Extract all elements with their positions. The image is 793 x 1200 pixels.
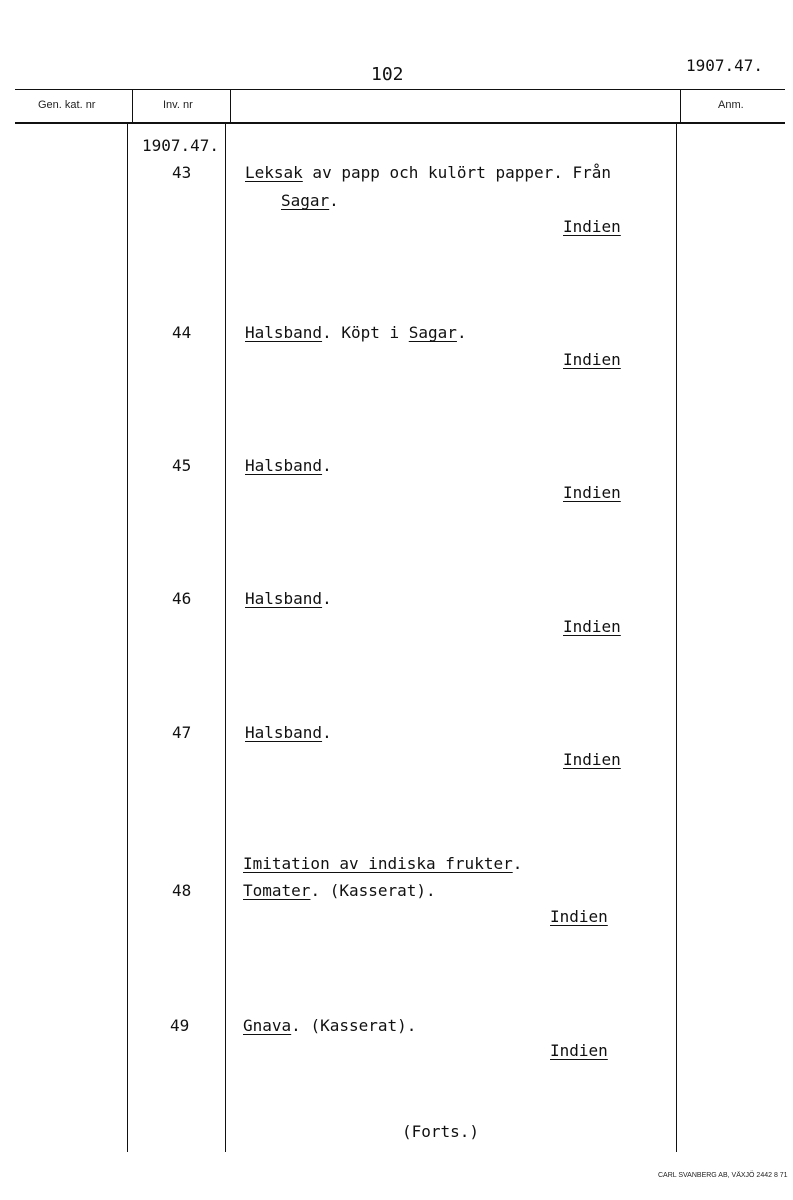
inv-number-43: 43 [172, 163, 192, 182]
entry-43-desc: av papp och kulört papper. Från [302, 163, 612, 182]
inv-number-45: 45 [172, 456, 192, 475]
entry-44-object: Halsband [245, 323, 323, 342]
page-number: 102 [371, 64, 404, 85]
entry-48-group-title: Imitation av indiska frukter [243, 854, 513, 873]
header-inv-nr: Inv. nr [163, 99, 193, 111]
entry-43-line2 [281, 191, 339, 210]
entry-47-line1 [245, 723, 332, 742]
printer-imprint: CARL SVANBERG AB, VÄXJÖ 2442 8 71 [658, 1172, 788, 1179]
inv-number-48: 48 [172, 881, 192, 900]
column-divider-1-body [127, 124, 128, 1152]
entry-49-object: Gnava [243, 1016, 292, 1035]
top-right-reference: 1907.47. [686, 56, 764, 75]
inv-number-44: 44 [172, 323, 192, 342]
entry-46-object: Halsband [245, 589, 323, 608]
entry-46-end: . [322, 589, 332, 608]
table-header-bottom-border [15, 122, 785, 124]
entry-43-origin: Indien [563, 217, 621, 236]
column-divider-1 [132, 89, 133, 124]
entry-49-line1 [243, 1016, 416, 1035]
entry-48-origin: Indien [550, 907, 608, 926]
entry-48-desc: . (Kasserat). [310, 881, 436, 900]
inv-number-46: 46 [172, 589, 192, 608]
entry-43-line1 [245, 163, 611, 182]
entry-44-end: . [456, 323, 467, 342]
entry-45-line1 [245, 456, 332, 475]
column-divider-2 [230, 89, 231, 124]
entry-49-desc: . (Kasserat). [291, 1016, 417, 1035]
column-divider-3-body [676, 124, 677, 1152]
entry-46-origin: Indien [563, 617, 621, 636]
entry-48-line1 [243, 881, 436, 900]
entry-43-line2-end: . [329, 191, 339, 210]
header-anm: Anm. [718, 99, 744, 111]
entry-45-object: Halsband [245, 456, 323, 475]
inv-number-47: 47 [172, 723, 192, 742]
continued-note: (Forts.) [402, 1122, 480, 1141]
entry-47-origin: Indien [563, 750, 621, 769]
inv-number-49: 49 [170, 1016, 190, 1035]
header-gen-kat-nr: Gen. kat. nr [38, 99, 96, 111]
entry-46-line1 [245, 589, 332, 608]
entry-44-line1 [245, 323, 467, 342]
entry-48-heading-end: . [512, 854, 523, 873]
column-divider-3 [680, 89, 681, 124]
entry-47-end: . [322, 723, 332, 742]
entry-43-place: Sagar [281, 191, 330, 210]
entry-45-origin: Indien [563, 483, 621, 502]
column-divider-2-body [225, 124, 226, 1152]
entry-44-origin: Indien [563, 350, 621, 369]
entry-44-place: Sagar [408, 323, 457, 342]
entry-48-heading [243, 854, 522, 873]
entry-48-object: Tomater [243, 881, 311, 900]
entry-44-desc: . Köpt i [322, 323, 409, 342]
entry-49-origin: Indien [550, 1041, 608, 1060]
series-label: 1907.47. [142, 136, 220, 155]
entry-45-end: . [322, 456, 332, 475]
entry-43-object: Leksak [245, 163, 303, 182]
entry-47-object: Halsband [245, 723, 323, 742]
table-top-border [15, 89, 785, 90]
